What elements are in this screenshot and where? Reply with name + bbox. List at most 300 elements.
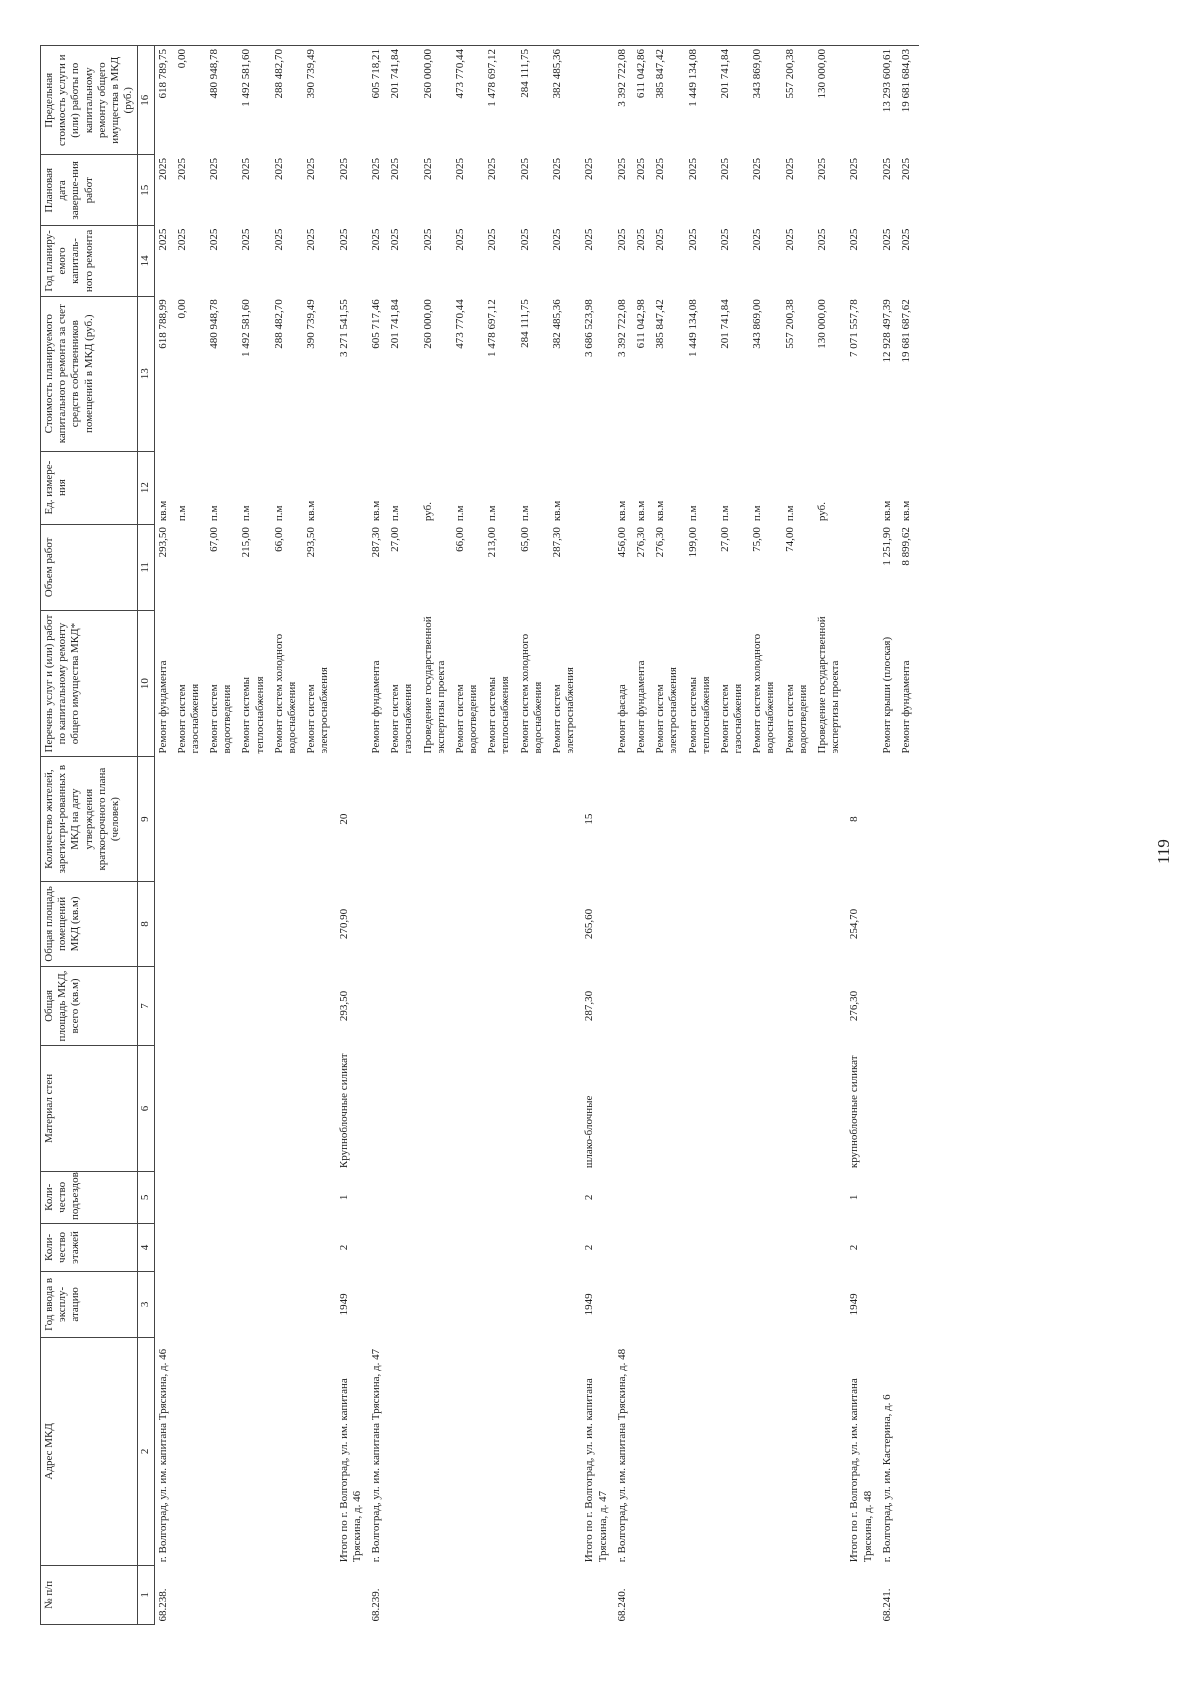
- cost-limit-cell: 19 681 684,03: [900, 46, 919, 155]
- address-cell: г. Волгоград, ул. им. капитана Тряскина, д. 48: [615, 1348, 628, 1563]
- residents-cell: [816, 756, 848, 881]
- floors-cell: [154, 1224, 176, 1272]
- wall-material-cell: [389, 1046, 421, 1171]
- work-volume-cell: [583, 524, 615, 611]
- unit-cell: п.м: [686, 505, 699, 522]
- planned-cost-cell: 480 948,78: [208, 299, 221, 349]
- unit-cell: кв.м: [156, 500, 169, 522]
- planned-cost-cell: 557 200,38: [783, 299, 796, 349]
- premises-area-cell: [176, 882, 208, 966]
- page-number: 119: [1154, 839, 1173, 864]
- commission-year-cell: [784, 1271, 816, 1337]
- table-row: [176, 46, 208, 1625]
- column-header: Коли-чество этажей: [41, 1224, 138, 1272]
- wall-material-cell: [784, 1046, 816, 1171]
- table-row: [816, 46, 848, 1625]
- premises-area-cell: [208, 882, 240, 966]
- residents-cell: [305, 756, 337, 881]
- row-number-cell: [208, 1565, 240, 1624]
- table-row: [551, 46, 583, 1625]
- column-number: 13: [138, 296, 154, 451]
- total-area-cell: [784, 966, 816, 1046]
- address-cell: [551, 1337, 583, 1565]
- work-type-cell: Ремонт систем водоотведения: [783, 684, 809, 754]
- work-volume-cell: [338, 524, 370, 611]
- table-row: [370, 46, 389, 1625]
- total-area-cell: 293,50: [337, 990, 350, 1022]
- address-cell: [751, 1337, 783, 1565]
- address-cell: [422, 1337, 454, 1565]
- commission-year-cell: [719, 1271, 751, 1337]
- column-number-row: [138, 46, 154, 1625]
- work-type-cell: Ремонт систем электроснабжения: [551, 667, 577, 754]
- column-number: 4: [138, 1224, 154, 1272]
- table-row: [881, 46, 900, 1625]
- address-cell: [816, 1337, 848, 1565]
- planned-cost-cell: 260 000,00: [421, 299, 434, 349]
- total-area-cell: [176, 966, 208, 1046]
- premises-area-cell: 270,90: [337, 908, 350, 940]
- unit-cell: п.м: [240, 505, 253, 522]
- cost-limit-cell: 611 042,86: [635, 46, 654, 155]
- repair-year-cell: 2025: [816, 228, 828, 251]
- commission-year-cell: [881, 1271, 900, 1337]
- address-cell: Итого по г. Волгоград, ул. им. капитана Тряскина, д. 48: [848, 1378, 874, 1563]
- work-type-cell: Ремонт системы теплоснабжения: [486, 676, 512, 754]
- cost-limit-cell: [338, 46, 370, 155]
- planned-cost-cell: 1 478 697,12: [486, 299, 499, 357]
- column-header: Объем работ: [41, 524, 138, 611]
- column-number: 1: [138, 1565, 154, 1624]
- entrances-cell: [719, 1171, 751, 1223]
- completion-year-cell: 2025: [654, 157, 667, 180]
- premises-area-cell: [881, 882, 900, 966]
- commission-year-cell: 1949: [848, 1293, 861, 1316]
- commission-year-cell: [900, 1271, 919, 1337]
- work-volume-cell: 66,00: [272, 527, 285, 552]
- floors-cell: [900, 1224, 919, 1272]
- work-volume-cell: 27,00: [389, 527, 402, 552]
- completion-year-cell: 2025: [583, 157, 596, 180]
- entrances-cell: [370, 1171, 389, 1223]
- residents-cell: [208, 756, 240, 881]
- premises-area-cell: [687, 882, 719, 966]
- entrances-cell: [551, 1171, 583, 1223]
- floors-cell: [422, 1224, 454, 1272]
- cost-limit-cell: [583, 46, 615, 155]
- commission-year-cell: [208, 1271, 240, 1337]
- cost-limit-cell: 130 000,00: [816, 46, 848, 155]
- floors-cell: [208, 1224, 240, 1272]
- unit-cell: п.м: [389, 505, 402, 522]
- unit-cell: [848, 451, 880, 524]
- table-row: [519, 46, 551, 1625]
- work-volume-cell: [848, 524, 880, 611]
- repair-year-cell: 2025: [208, 228, 221, 251]
- entrances-cell: [816, 1171, 848, 1223]
- column-header: Ед. измере-ния: [41, 451, 138, 524]
- column-header: Количество жителей, зарегистри-рованных в МКД на дату утверждения краткосрочного плана (человек): [41, 756, 138, 881]
- total-area-cell: [719, 966, 751, 1046]
- commission-year-cell: [486, 1271, 518, 1337]
- unit-cell: кв.м: [305, 500, 318, 522]
- residents-cell: [176, 756, 208, 881]
- work-volume-cell: 456,00: [615, 527, 628, 558]
- premises-area-cell: [154, 882, 176, 966]
- floors-cell: [240, 1224, 272, 1272]
- unit-cell: п.м: [272, 505, 285, 522]
- wall-material-cell: [687, 1046, 719, 1171]
- commission-year-cell: [551, 1271, 583, 1337]
- table-row: [616, 46, 635, 1625]
- repair-year-cell: 2025: [848, 228, 861, 251]
- table-row: [486, 46, 518, 1625]
- commission-year-cell: [389, 1271, 421, 1337]
- row-number-cell: [305, 1565, 337, 1624]
- residents-cell: [635, 756, 654, 881]
- work-volume-cell: 293,50: [156, 527, 169, 558]
- work-type-cell: Ремонт систем водоотведения: [208, 684, 234, 754]
- premises-area-cell: [486, 882, 518, 966]
- address-cell: Итого по г. Волгоград, ул. им. капитана Тряскина, д. 46: [337, 1378, 363, 1563]
- header-row: [41, 46, 138, 1625]
- work-type-cell: Ремонт систем холодного водоснабжения: [751, 633, 777, 754]
- column-number: 15: [138, 155, 154, 226]
- work-type-cell: Ремонт системы теплоснабжения: [686, 676, 712, 754]
- wall-material-cell: [751, 1046, 783, 1171]
- work-type-cell: [848, 611, 880, 757]
- total-area-cell: [486, 966, 518, 1046]
- column-header: Перечень услуг и (или) работ по капитальному ремонту общего имущества МКД*: [41, 611, 138, 757]
- work-type-cell: Ремонт систем газоснабжения: [718, 683, 745, 754]
- entrances-cell: [454, 1171, 486, 1223]
- cost-limit-cell: 13 293 600,61: [881, 46, 900, 155]
- column-header: Адрес МКД: [41, 1337, 138, 1565]
- unit-cell: п.м: [751, 505, 764, 522]
- entrances-cell: [422, 1171, 454, 1223]
- commission-year-cell: [154, 1271, 176, 1337]
- repair-year-cell: 2025: [899, 228, 912, 251]
- column-number: 7: [138, 966, 154, 1046]
- premises-area-cell: [900, 882, 919, 966]
- work-type-cell: Ремонт фундамента: [369, 660, 382, 754]
- residents-cell: 15: [583, 813, 596, 825]
- wall-material-cell: [454, 1046, 486, 1171]
- table-row: [154, 46, 176, 1625]
- commission-year-cell: [240, 1271, 272, 1337]
- premises-area-cell: [654, 882, 686, 966]
- row-number-cell: [719, 1565, 751, 1624]
- completion-year-cell: 2025: [156, 157, 169, 180]
- premises-area-cell: 265,60: [583, 908, 596, 940]
- column-header: Плановая дата заверше-ния работ: [41, 155, 138, 226]
- row-number-cell: [900, 1565, 919, 1624]
- entrances-cell: [687, 1171, 719, 1223]
- floors-cell: [751, 1224, 783, 1272]
- total-area-cell: [305, 966, 337, 1046]
- commission-year-cell: [519, 1271, 551, 1337]
- unit-cell: [583, 451, 615, 524]
- residents-cell: 20: [337, 813, 350, 825]
- work-type-cell: Ремонт систем холодного водоснабжения: [272, 633, 298, 754]
- row-number-cell: [486, 1565, 518, 1624]
- residents-cell: [551, 756, 583, 881]
- repair-year-cell: 2025: [156, 228, 169, 251]
- commission-year-cell: [616, 1271, 635, 1337]
- column-header: Материал стен: [41, 1046, 138, 1171]
- repair-year-cell: 2025: [175, 228, 188, 251]
- total-area-cell: 276,30: [848, 990, 861, 1022]
- floors-cell: [389, 1224, 421, 1272]
- wall-material-cell: [616, 1046, 635, 1171]
- residents-cell: [454, 756, 486, 881]
- completion-year-cell: 2025: [389, 157, 402, 180]
- planned-cost-cell: 0,00: [175, 299, 188, 319]
- wall-material-cell: [422, 1046, 454, 1171]
- wall-material-cell: [154, 1046, 176, 1171]
- wall-material-cell: [305, 1046, 337, 1171]
- cost-limit-cell: 260 000,00: [422, 46, 454, 155]
- floors-cell: [519, 1224, 551, 1272]
- wall-material-cell: [519, 1046, 551, 1171]
- work-type-cell: [338, 611, 370, 757]
- premises-area-cell: [784, 882, 816, 966]
- entrances-cell: [654, 1171, 686, 1223]
- entrances-cell: [208, 1171, 240, 1223]
- repair-year-cell: 2025: [880, 228, 893, 251]
- work-volume-cell: 27,00: [718, 527, 731, 552]
- wall-material-cell: [486, 1046, 518, 1171]
- residents-cell: 8: [848, 816, 861, 822]
- column-number: 9: [138, 756, 154, 881]
- wall-material-cell: [208, 1046, 240, 1171]
- wall-material-cell: [176, 1046, 208, 1171]
- floors-cell: [635, 1224, 654, 1272]
- table-row: [900, 46, 919, 1625]
- column-number: 16: [138, 46, 154, 155]
- entrances-cell: [273, 1171, 305, 1223]
- unit-cell: кв.м: [654, 500, 667, 522]
- floors-cell: [719, 1224, 751, 1272]
- completion-year-cell: 2025: [783, 157, 796, 180]
- completion-year-cell: 2025: [899, 157, 912, 180]
- work-volume-cell: 287,30: [551, 527, 563, 558]
- total-area-cell: [370, 966, 389, 1046]
- address-cell: г. Волгоград, ул. им. Кастерина, д. 6: [880, 1394, 893, 1563]
- residents-cell: [719, 756, 751, 881]
- column-number: 10: [138, 611, 154, 757]
- address-cell: [305, 1337, 337, 1565]
- unit-cell: п.м: [486, 505, 499, 522]
- completion-year-cell: 2025: [880, 157, 893, 180]
- row-number-cell: [519, 1565, 551, 1624]
- commission-year-cell: 1949: [337, 1293, 350, 1316]
- unit-cell: п.м: [175, 505, 188, 522]
- unit-cell: п.м: [718, 505, 731, 522]
- work-volume-cell: 66,00: [453, 527, 466, 552]
- completion-year-cell: 2025: [751, 157, 764, 180]
- work-volume-cell: 213,00: [486, 527, 499, 558]
- work-volume-cell: 1 251,90: [880, 527, 893, 566]
- completion-year-cell: 2025: [518, 157, 531, 180]
- total-area-cell: [422, 966, 454, 1046]
- planned-cost-cell: 385 847,42: [654, 299, 667, 349]
- commission-year-cell: [422, 1271, 454, 1337]
- work-volume-cell: 293,50: [305, 527, 318, 558]
- planned-cost-cell: 12 928 497,39: [880, 299, 893, 363]
- cost-limit-cell: 288 482,70: [273, 46, 305, 155]
- commission-year-cell: [654, 1271, 686, 1337]
- row-number-cell: [635, 1565, 654, 1624]
- table-row: [338, 46, 370, 1625]
- residents-cell: [616, 756, 635, 881]
- cost-limit-cell: 480 948,78: [208, 46, 240, 155]
- repair-year-cell: 2025: [305, 228, 318, 251]
- cost-limit-cell: 390 739,49: [305, 46, 337, 155]
- total-area-cell: [687, 966, 719, 1046]
- commission-year-cell: [635, 1271, 654, 1337]
- repair-year-cell: 2025: [686, 228, 699, 251]
- unit-cell: кв.м: [634, 500, 647, 522]
- commission-year-cell: [370, 1271, 389, 1337]
- row-number-cell: [240, 1565, 272, 1624]
- row-number-cell: [583, 1565, 615, 1624]
- work-volume-cell: 276,30: [634, 527, 647, 558]
- work-volume-cell: 67,00: [208, 527, 221, 552]
- entrances-cell: [881, 1171, 900, 1223]
- completion-year-cell: 2025: [551, 157, 563, 180]
- premises-area-cell: [305, 882, 337, 966]
- entrances-cell: [635, 1171, 654, 1223]
- planned-cost-cell: 7 071 557,78: [848, 299, 861, 357]
- column-number: 8: [138, 882, 154, 966]
- row-number-cell: 68.241.: [880, 1588, 893, 1622]
- column-header: Общая площадь помещений МКД (кв.м): [41, 882, 138, 966]
- residents-cell: [240, 756, 272, 881]
- wall-material-cell: крупноблочные силикат: [848, 1055, 861, 1169]
- unit-cell: кв.м: [551, 500, 563, 522]
- planned-cost-cell: 605 717,46: [369, 299, 382, 349]
- repair-year-cell: 2025: [453, 228, 466, 251]
- premises-area-cell: [240, 882, 272, 966]
- completion-year-cell: 2025: [615, 157, 628, 180]
- residents-cell: [900, 756, 919, 881]
- commission-year-cell: [305, 1271, 337, 1337]
- repair-year-cell: 2025: [240, 228, 253, 251]
- address-cell: Итого по г. Волгоград, ул. им. капитана Тряскина, д. 47: [583, 1378, 609, 1563]
- column-number: 5: [138, 1171, 154, 1223]
- address-cell: [240, 1337, 272, 1565]
- work-type-cell: Ремонт фундамента: [899, 660, 912, 754]
- entrances-cell: [389, 1171, 421, 1223]
- planned-cost-cell: 3 392 722,08: [615, 299, 628, 357]
- work-type-cell: Ремонт системы теплоснабжения: [240, 676, 266, 754]
- residents-cell: [751, 756, 783, 881]
- address-cell: [454, 1337, 486, 1565]
- unit-cell: кв.м: [615, 500, 628, 522]
- planned-cost-cell: 130 000,00: [816, 299, 828, 349]
- unit-cell: кв.м: [369, 500, 382, 522]
- commission-year-cell: [454, 1271, 486, 1337]
- total-area-cell: [208, 966, 240, 1046]
- unit-cell: п.м: [783, 505, 796, 522]
- floors-cell: [305, 1224, 337, 1272]
- row-number-cell: [273, 1565, 305, 1624]
- wall-material-cell: [816, 1046, 848, 1171]
- table-row: [635, 46, 654, 1625]
- work-type-cell: Ремонт систем электроснабжения: [654, 667, 680, 754]
- unit-cell: кв.м: [880, 500, 893, 522]
- premises-area-cell: 254,70: [848, 908, 861, 940]
- work-volume-cell: 215,00: [240, 527, 253, 558]
- work-type-cell: Ремонт систем электроснабжения: [305, 667, 331, 754]
- unit-cell: п.м: [208, 505, 221, 522]
- address-cell: г. Волгоград, ул. им. капитана Тряскина, д. 47: [369, 1348, 382, 1563]
- total-area-cell: [816, 966, 848, 1046]
- address-cell: [208, 1337, 240, 1565]
- address-cell: [176, 1337, 208, 1565]
- cost-limit-cell: 557 200,38: [784, 46, 816, 155]
- wall-material-cell: [881, 1046, 900, 1171]
- entrances-cell: [240, 1171, 272, 1223]
- floors-cell: [881, 1224, 900, 1272]
- table-row: [848, 46, 880, 1625]
- premises-area-cell: [635, 882, 654, 966]
- column-header: Общая площадь МКД, всего (кв.м): [41, 966, 138, 1046]
- row-number-cell: [389, 1565, 421, 1624]
- cost-limit-cell: 1 478 697,12: [486, 46, 518, 155]
- row-number-cell: [751, 1565, 783, 1624]
- premises-area-cell: [422, 882, 454, 966]
- work-volume-cell: [422, 524, 454, 611]
- residents-cell: [784, 756, 816, 881]
- table-row: [784, 46, 816, 1625]
- work-volume-cell: [816, 524, 848, 611]
- work-type-cell: [583, 611, 615, 757]
- entrances-cell: [784, 1171, 816, 1223]
- work-type-cell: Ремонт систем холодного водоснабжения: [518, 633, 544, 754]
- column-number: 12: [138, 451, 154, 524]
- repair-year-cell: 2025: [389, 228, 402, 251]
- work-type-cell: Проведение государственной экспертизы проекта: [421, 616, 447, 754]
- work-volume-cell: 65,00: [518, 527, 531, 552]
- entrances-cell: 2: [583, 1194, 596, 1201]
- row-number-cell: 68.238.: [156, 1588, 169, 1622]
- cost-limit-cell: 343 869,00: [751, 46, 783, 155]
- address-cell: [389, 1337, 421, 1565]
- planned-cost-cell: 288 482,70: [272, 299, 285, 349]
- column-number: 2: [138, 1337, 154, 1565]
- repair-year-cell: 2025: [634, 228, 647, 251]
- address-cell: [654, 1337, 686, 1565]
- address-cell: [900, 1337, 919, 1565]
- residents-cell: [422, 756, 454, 881]
- cost-limit-cell: 605 718,21: [370, 46, 389, 155]
- floors-cell: [816, 1224, 848, 1272]
- wall-material-cell: [273, 1046, 305, 1171]
- floors-cell: [273, 1224, 305, 1272]
- commission-year-cell: 1949: [583, 1293, 596, 1316]
- planned-cost-cell: 473 770,44: [453, 299, 466, 349]
- work-volume-cell: [176, 524, 208, 611]
- repair-year-cell: 2025: [421, 228, 434, 251]
- floors-cell: [616, 1224, 635, 1272]
- repair-year-cell: 2025: [337, 228, 350, 251]
- entrances-cell: [900, 1171, 919, 1223]
- row-number-cell: [176, 1565, 208, 1624]
- work-type-cell: Ремонт фасада: [615, 684, 628, 754]
- completion-year-cell: 2025: [369, 157, 382, 180]
